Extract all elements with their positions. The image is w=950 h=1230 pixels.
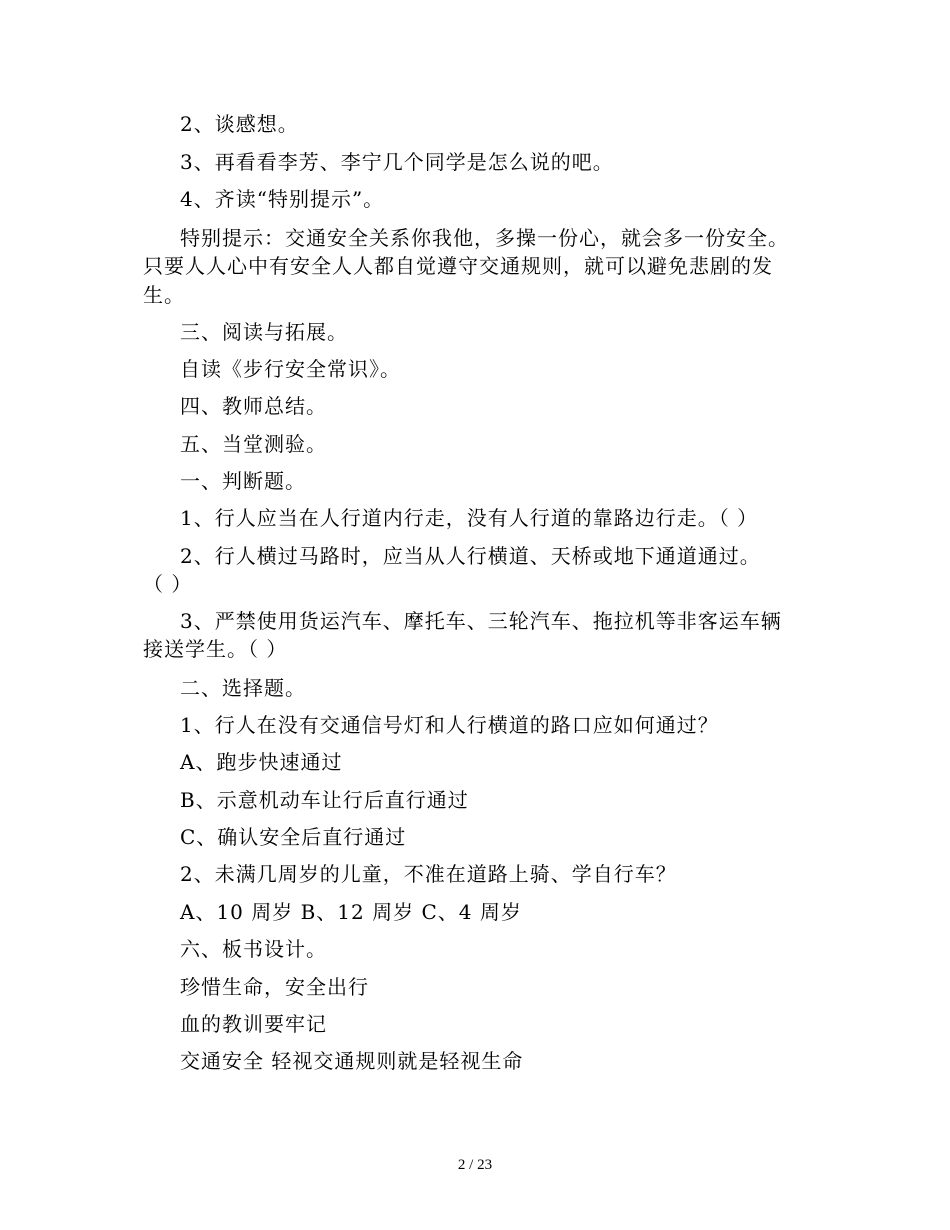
text-line: 只要人人心中有安全人人都自觉遵守交通规则，就可以避免悲剧的发 xyxy=(143,254,773,278)
section-heading: 五、当堂测验。 xyxy=(180,432,327,456)
question-line: 1、行人在没有交通信号灯和人行横道的路口应如何通过？ xyxy=(180,713,719,737)
question-line: 2、未满几周岁的儿童，不准在道路上骑、学自行车？ xyxy=(180,862,677,886)
option-line: A、跑步快速通过 xyxy=(180,750,343,774)
section-heading: 一、判断题。 xyxy=(180,469,306,493)
text-line: 3、再看看李芳、李宁几个同学是怎么说的吧。 xyxy=(180,150,614,174)
page-number: 2 / 23 xyxy=(457,1157,493,1173)
text-line: 2、谈感想。 xyxy=(180,112,299,136)
section-heading: 二、选择题。 xyxy=(180,676,306,700)
text-line: 血的教训要牢记 xyxy=(180,1012,327,1036)
text-line: 交通安全 轻视交通规则就是轻视生命 xyxy=(180,1049,524,1073)
text-line: 特别提示：交通安全关系你我他，多操一份心，就会多一份安全。 xyxy=(180,226,789,250)
section-heading: 三、阅读与拓展。 xyxy=(180,320,348,344)
text-line: 珍惜生命，安全出行 xyxy=(180,975,369,999)
question-line: 接送学生。（ ） xyxy=(143,637,288,661)
text-line: 4、齐读“特别提示”。 xyxy=(180,187,385,211)
option-line: C、确认安全后直行通过 xyxy=(180,825,407,849)
question-line: 2、行人横过马路时，应当从人行横道、天桥或地下通道通过。 xyxy=(180,544,761,568)
section-heading: 六、板书设计。 xyxy=(180,937,327,961)
section-heading: 四、教师总结。 xyxy=(180,394,327,418)
option-line: B、示意机动车让行后直行通过 xyxy=(180,788,469,812)
question-line: 3、严禁使用货运汽车、摩托车、三轮汽车、拖拉机等非客运车辆 xyxy=(180,609,782,633)
text-line: 生。 xyxy=(143,283,185,307)
text-line: 自读《步行安全常识》。 xyxy=(180,357,401,381)
question-line: （ ） xyxy=(143,572,193,596)
option-line: A、10 周岁 B、12 周岁 C、4 周岁 xyxy=(180,900,522,924)
question-line: 1、行人应当在人行道内行走，没有人行道的靠路边行走。（ ） xyxy=(180,506,759,530)
